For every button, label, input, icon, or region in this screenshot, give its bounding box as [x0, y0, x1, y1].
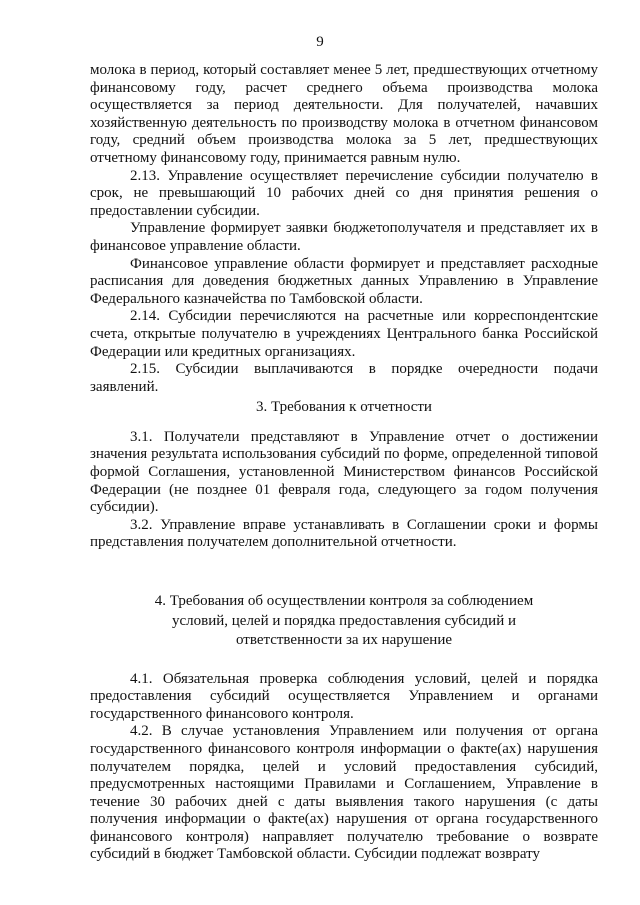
paragraph-2-13: 2.13. Управление осуществляет перечисление субсидии получателю в срок, не превышающий 10 рабочих дней со дня принятия решения о предоставлении субсидии. — [90, 167, 598, 219]
section-4-heading — [90, 592, 598, 651]
paragraph-3-2: 3.2. Управление вправе устанавливать в Соглашении сроки и формы представления получателем дополнительной отчетности. — [90, 516, 598, 551]
paragraph-milk-volume: молока в период, который составляет менее 5 лет, предшествующих отчетному финансовому году, расчет среднего объема производства молока осуществляется за период деятельности. Для получателей, начавших хозяйственную деятельность по производству молока в отчетном финансовом году, средний объем производства молока за 5 лет, предшествующих отчетному финансовому году, принимается равным нулю. — [90, 62, 598, 166]
paragraph-applications: Управление формирует заявки бюджетополучателя и представляет их в финансовое управление области. — [90, 220, 598, 254]
section-4-heading-line: 4. Требования об осуществлении контроля за соблюдением — [154, 593, 534, 610]
section-4-heading-line: ответственности за их нарушение — [235, 632, 453, 649]
section-4-heading-line: условий, целей и порядка предоставления субсидий и — [171, 612, 516, 629]
page-number: 9 — [316, 34, 324, 50]
paragraph-2-15: 2.15. Субсидии выплачиваются в порядке очередности подачи заявлений. — [90, 361, 598, 395]
paragraph-2-14: 2.14. Субсидии перечисляются на расчетные или корреспондентские счета, открытые получателю в учреждениях Центрального банка Российской Федерации или кредитных организациях. — [90, 308, 598, 360]
paragraph-finance-department: Финансовое управление области формирует и представляет расходные расписания для доведения бюджетных данных Управлению в Управление Федерального казначейства по Тамбовской области. — [90, 255, 598, 307]
section-3-heading: 3. Требования к отчетности — [256, 399, 432, 416]
paragraph-4-2: 4.2. В случае установления Управлением или получения от органа государственного финансового контроля информации о факте(ах) нарушения получателем порядка, целей и условий предоставления субсидий, предусмотренных настоящими Правилами и Соглашением, Управление в течение 30 рабочих дней с даты выявления такого нарушения (с даты получения информации о факте(ах) нарушения от органа государственного финансового контроля) направляет получателю требование о возврате субсидий в бюджет Тамбовской области. Субсидии подлежат возврату — [90, 723, 598, 863]
document-body — [90, 62, 598, 864]
paragraph-4-1: 4.1. Обязательная проверка соблюдения условий, целей и порядка предоставления субсидий осуществляется Управлением и органами государственного финансового контроля. — [90, 670, 598, 722]
paragraph-3-1: 3.1. Получатели представляют в Управление отчет о достижении значения результата использования субсидий по форме, определенной типовой формой Соглашения, установленной Министерством финансов Российской Федерации (не позднее 01 февраля года, следующего за годом получения субсидии). — [90, 428, 598, 516]
